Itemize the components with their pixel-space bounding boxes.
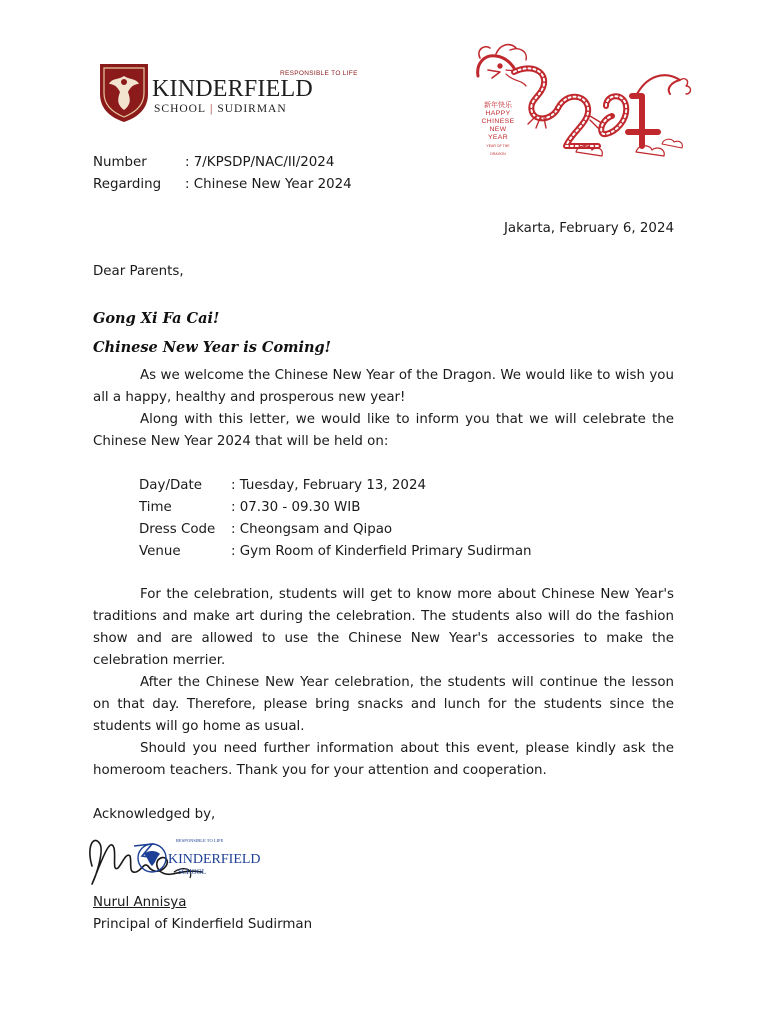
reference-number-line — [93, 152, 334, 174]
crest-icon — [96, 60, 152, 124]
dragon-caption-cn: 新年快乐 — [484, 102, 512, 109]
dragon-caption-small: YEAR OF THE DRAGON — [486, 144, 510, 156]
detail-row-day-date — [139, 475, 532, 497]
salutation: Dear Parents, — [93, 264, 184, 279]
detail-value: : Gym Room of Kinderfield Primary Sudirman — [231, 544, 532, 559]
paragraph-further-info: Should you need further information about this event, please kindly ask the homeroom teachers. Thank you for your attention and cooperation. — [93, 741, 674, 778]
regarding-value: : Chinese New Year 2024 — [185, 177, 352, 192]
greeting-new-year-coming: Chinese New Year is Coming! — [93, 339, 332, 356]
detail-label: Dress Code — [139, 522, 216, 537]
logo-tagline: RESPONSIBLE TO LIFE — [280, 70, 358, 77]
event-details — [139, 475, 532, 563]
detail-label: Time — [139, 500, 172, 515]
paragraph-celebration: For the celebration, students will get to know more about Chinese New Year's traditions and make art during the celebration. The students also will do the fashion show and are allowed to use the Chinese New Year's accessories to make the celebration merrier. — [93, 587, 674, 668]
logo-branch-left: SCHOOL — [154, 103, 207, 115]
dragon-caption — [480, 102, 516, 158]
paragraph-after-celebration: After the Chinese New Year celebration, the students will continue the lesson on that day. Therefore, please bring snacks and lunch for the students since the students will go home as usual. — [93, 675, 674, 734]
stamp-sub: SCHOOL — [178, 868, 207, 876]
dragon-caption-line2: CHINESE — [481, 118, 515, 125]
paragraph-welcome: As we welcome the Chinese New Year of the Dragon. We would like to wish you all a happy, healthy and prosperous new year! — [93, 368, 674, 405]
dragon-illustration — [466, 36, 696, 166]
detail-label: Venue — [139, 544, 181, 559]
detail-row-time — [139, 497, 532, 519]
place-date: Jakarta, February 6, 2024 — [503, 221, 674, 236]
paragraph-inform: Along with this letter, we would like to inform you that we will celebrate the Chinese New Year 2024 that will be held on: — [93, 412, 674, 449]
reference-regarding-line — [93, 174, 352, 196]
signer-title: Principal of Kinderfield Sudirman — [93, 917, 313, 932]
detail-label: Day/Date — [139, 478, 202, 493]
school-logo — [96, 60, 358, 126]
dragon-caption-line1: HAPPY — [485, 110, 511, 117]
signer-name: Nurul Annisya — [93, 895, 187, 910]
detail-value: : Cheongsam and Qipao — [231, 522, 393, 537]
number-label: Number — [93, 155, 147, 170]
stamp-tagline: RESPONSIBLE TO LIFE — [176, 838, 224, 843]
regarding-label: Regarding — [93, 177, 162, 192]
number-value: : 7/KPSDP/NAC/II/2024 — [185, 155, 335, 170]
stamp-name: KINDERFIELD — [168, 852, 261, 867]
greeting-gong-xi-fa-cai: Gong Xi Fa Cai! — [93, 310, 220, 327]
logo-school-name: KINDERFIELD — [152, 76, 313, 102]
detail-value: : Tuesday, February 13, 2024 — [231, 478, 426, 493]
dragon-caption-line3: NEW YEAR — [487, 126, 509, 141]
detail-row-venue — [139, 541, 532, 563]
logo-branch-right: SUDIRMAN — [217, 103, 287, 115]
signature-stamp — [78, 826, 278, 894]
detail-value: : 07.30 - 09.30 WIB — [231, 500, 361, 515]
acknowledged-by: Acknowledged by, — [93, 807, 216, 822]
logo-branch: SCHOOL | SUDIRMAN — [154, 103, 287, 115]
detail-row-dress-code — [139, 519, 532, 541]
